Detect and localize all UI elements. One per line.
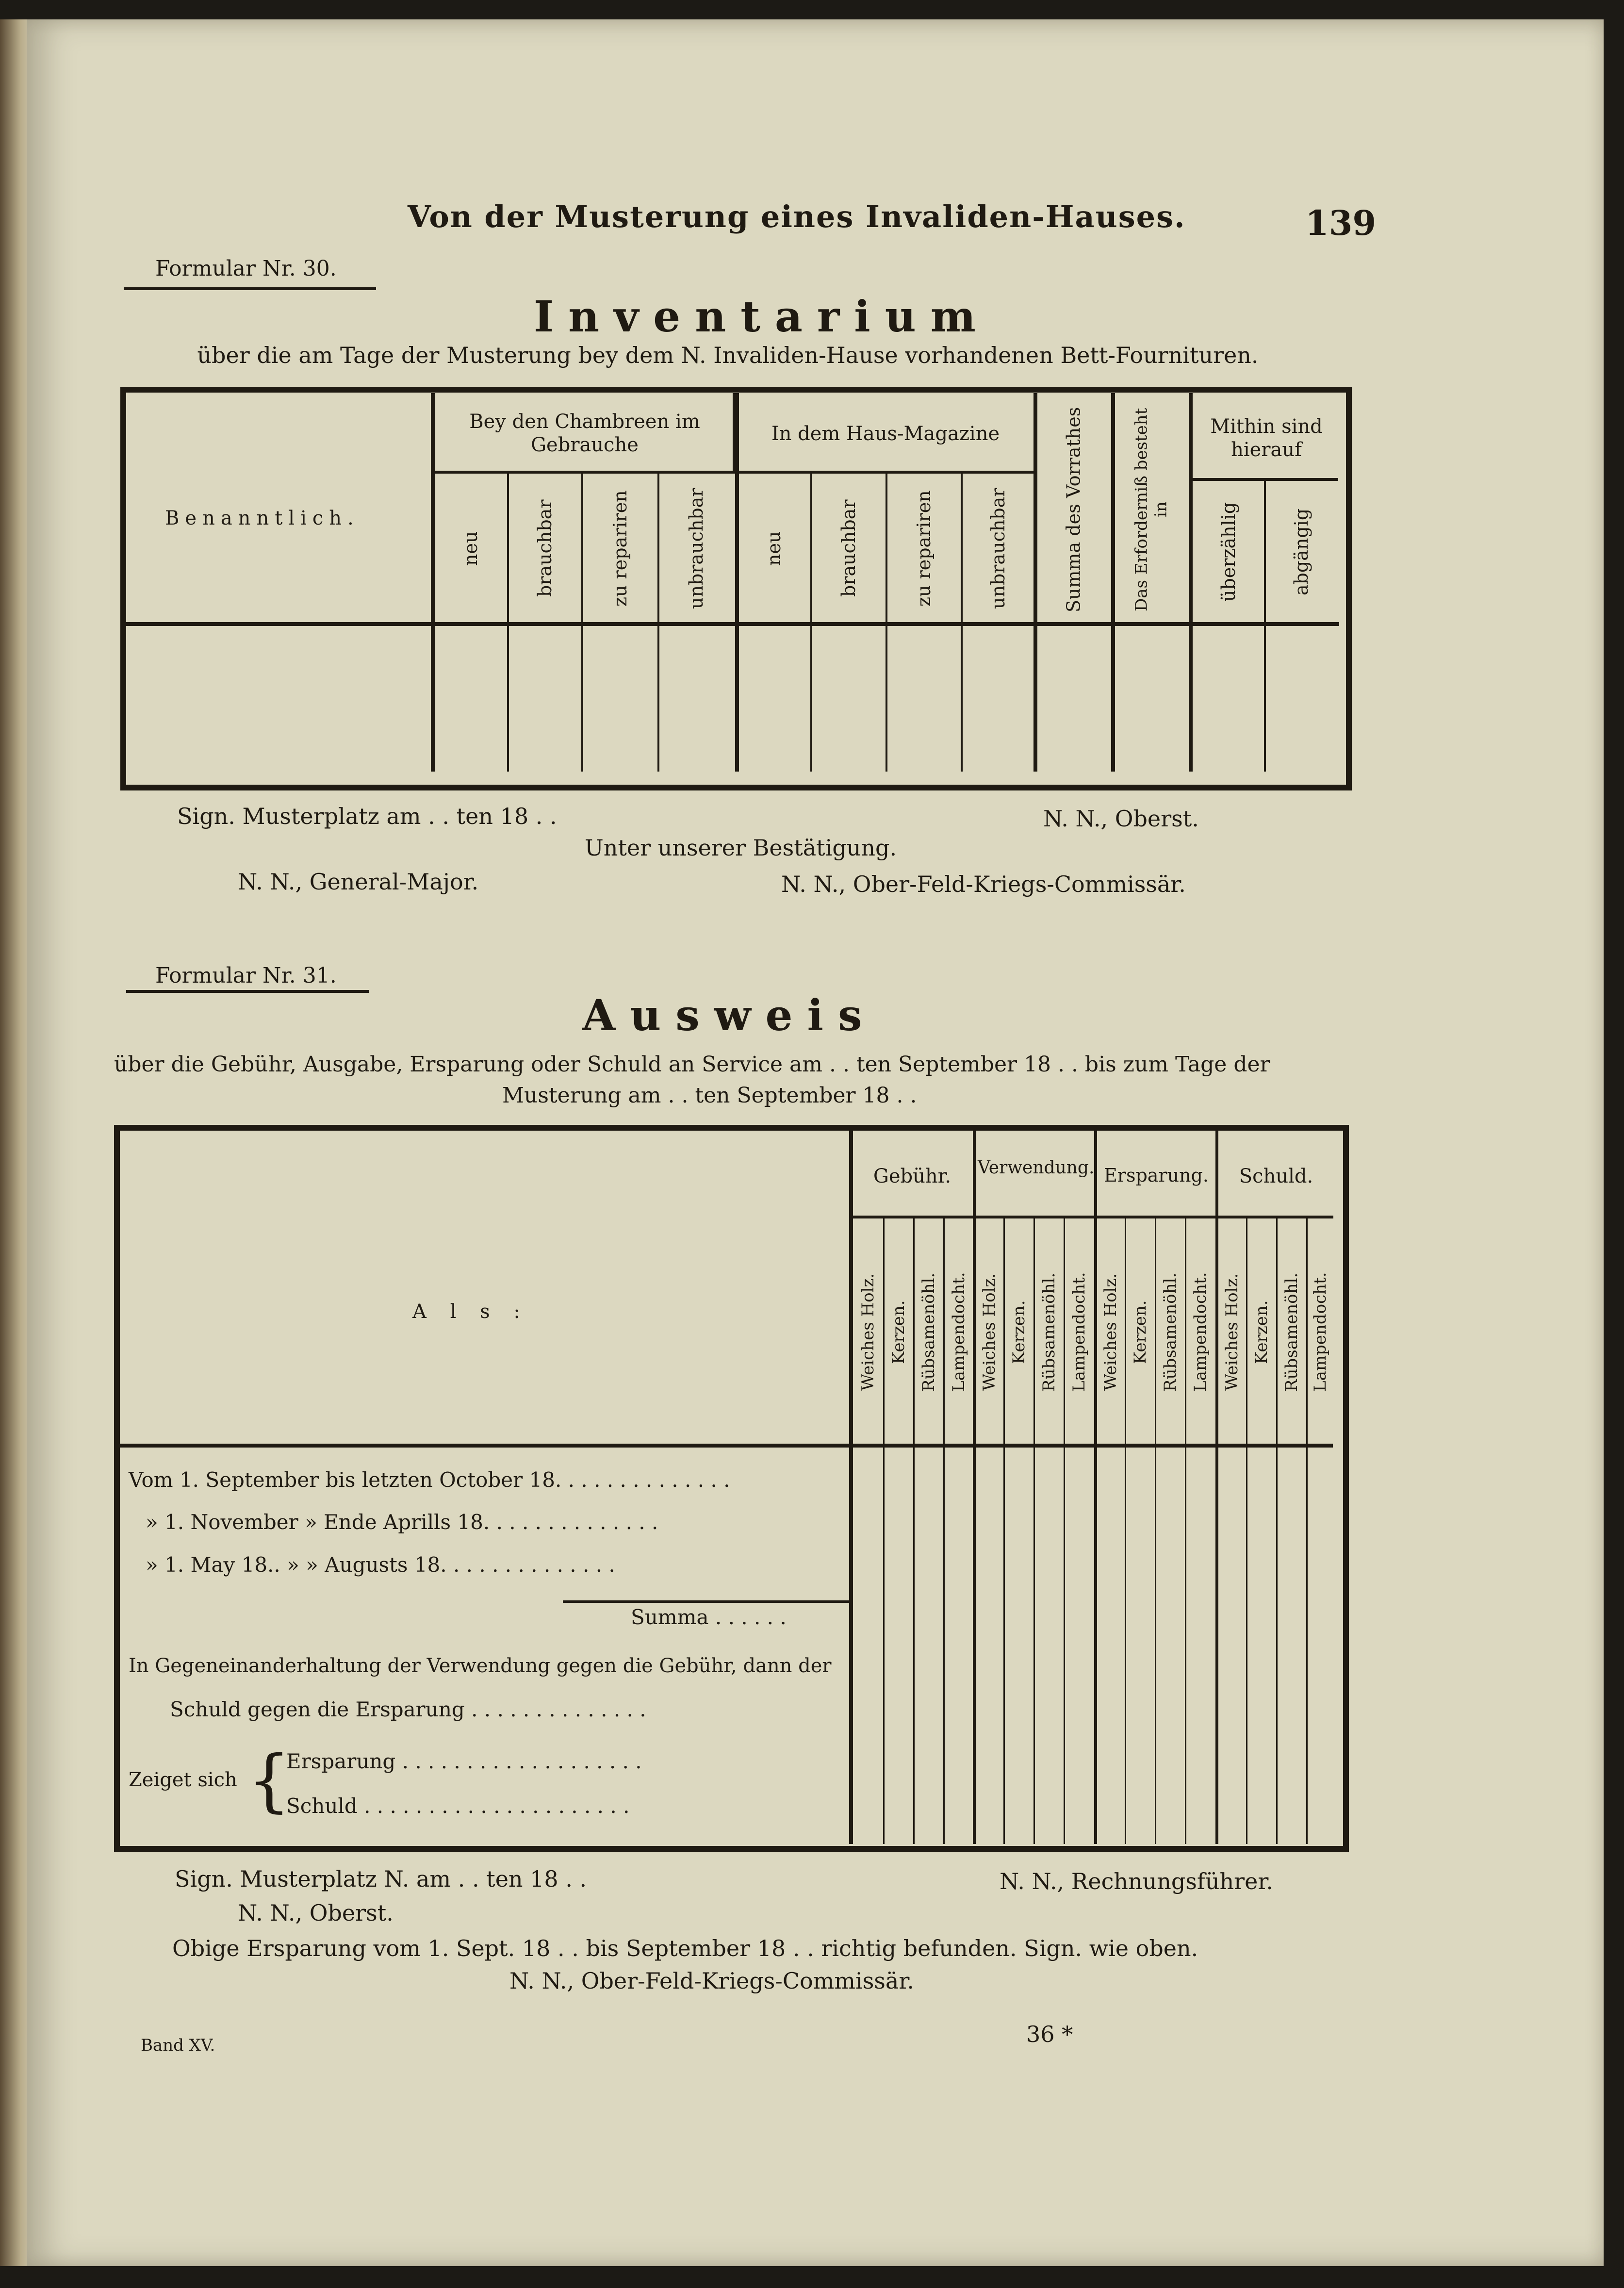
form31-gegen-1: In Gegeneinanderhaltung der Verwendung gegen die Gebühr, dann der bbox=[129, 1655, 832, 1677]
form31-sub-holz-4: Weiches Holz. bbox=[1222, 1273, 1242, 1391]
form30-general: N. N., General-Major. bbox=[238, 869, 479, 895]
form31-group-vline bbox=[973, 1131, 976, 1844]
form30-oberst: N. N., Oberst. bbox=[1043, 806, 1199, 832]
form31-label-rule bbox=[126, 990, 369, 993]
form31-sub-vline bbox=[1125, 1218, 1126, 1844]
form30-title: Inventarium bbox=[534, 291, 990, 342]
form31-group-verwendung: Verwendung. bbox=[978, 1158, 1095, 1178]
form31-header-line bbox=[120, 1444, 1333, 1448]
form30-group-mithin: Mithin sind hierauf bbox=[1210, 415, 1323, 461]
form30-sub-repariren-2: zu repariren bbox=[913, 490, 935, 607]
form31-sub-vline bbox=[1033, 1218, 1035, 1844]
form30-vline bbox=[507, 473, 509, 772]
form30-subtitle: über die am Tage der Musterung bey dem N. Invaliden-Hause vorhandenen Bett-Fournituren. bbox=[197, 342, 1259, 368]
form30-sub-unbrauchbar-2: unbrauchbar bbox=[987, 488, 1009, 609]
form30-vline bbox=[961, 473, 963, 772]
form31-group-gebuehr: Gebühr. bbox=[873, 1165, 951, 1187]
form30-label: Formular Nr. 30. bbox=[155, 256, 337, 281]
form31-sub-holz-2: Weiches Holz. bbox=[980, 1273, 999, 1391]
form31-sub-kerzen-3: Kerzen. bbox=[1131, 1300, 1150, 1364]
form31-sub-vline bbox=[1306, 1218, 1308, 1844]
form31-sub-vline bbox=[1064, 1218, 1065, 1844]
form31-group-line bbox=[853, 1216, 1333, 1218]
form31-sub-vline bbox=[943, 1218, 945, 1844]
form31-sub-vline bbox=[1003, 1218, 1005, 1844]
form30-mithin-abgaengig: abgängig bbox=[1291, 508, 1312, 596]
form31-title: Ausweis bbox=[582, 990, 877, 1040]
form31-sub-kerzen-1: Kerzen. bbox=[889, 1300, 908, 1364]
form31-sub-oehl-1: Rübsamenöhl. bbox=[919, 1272, 938, 1392]
form30-sub-neu-1: neu bbox=[460, 531, 481, 566]
form31-label: Formular Nr. 31. bbox=[155, 963, 337, 988]
form31-sub-oehl-3: Rübsamenöhl. bbox=[1161, 1272, 1180, 1392]
form30-col-summa: Summa des Vorrathes bbox=[1063, 407, 1084, 612]
form31-subtitle-1: über die Gebühr, Ausgabe, Ersparung oder Schuld an Service am . . ten September 18 . . bis zum Tage der bbox=[114, 1052, 1270, 1077]
running-title: Von der Musterung eines Invaliden-Hauses. bbox=[408, 199, 1186, 234]
signature-mark: 36 * bbox=[1026, 2021, 1073, 2047]
form30-group-chambreen: Bey den Chambreen im Gebrauche bbox=[469, 411, 700, 456]
form30-header-line bbox=[126, 622, 1339, 626]
form31-summa-line bbox=[563, 1600, 849, 1603]
form30-col-benanntlich: Benanntlich. bbox=[165, 507, 360, 529]
form31-gegen-2: Schuld gegen die Ersparung . . . . . . . . . . . . . . bbox=[170, 1697, 646, 1721]
form31-sub-holz-1: Weiches Holz. bbox=[858, 1273, 878, 1391]
form30-commissaer: N. N., Ober-Feld-Kriegs-Commissär. bbox=[781, 871, 1186, 897]
form30-col-erfordernis: Das Erforderniß besteht in bbox=[1132, 408, 1171, 611]
form31-sub-docht-1: Lampendocht. bbox=[949, 1272, 968, 1392]
form30-vline bbox=[581, 473, 583, 772]
brace-icon: { bbox=[247, 1741, 291, 1820]
form31-rechnungsfuehrer: N. N., Rechnungsführer. bbox=[1000, 1868, 1273, 1894]
form30-vline bbox=[1264, 480, 1266, 772]
form30-sign-line: Sign. Musterplatz am . . ten 18 . . bbox=[177, 803, 557, 829]
form31-group-vline bbox=[1094, 1131, 1097, 1844]
form31-group-vline bbox=[1215, 1131, 1218, 1844]
form30-vline bbox=[431, 393, 435, 772]
form31-ersparung-row: Ersparung . . . . . . . . . . . . . . . . . . . bbox=[286, 1749, 642, 1773]
form30-label-rule bbox=[124, 287, 376, 290]
form31-row-1: Vom 1. September bis letzten October 18. . . . . . . . . . . . . . bbox=[129, 1468, 730, 1492]
form31-sub-vline bbox=[1185, 1218, 1186, 1844]
form30-sub-neu-2: neu bbox=[763, 531, 785, 566]
form31-commissaer: N. N., Ober-Feld-Kriegs-Commissär. bbox=[509, 1968, 914, 1994]
page-number: 139 bbox=[1305, 203, 1377, 243]
form31-obige: Obige Ersparung vom 1. Sept. 18 . . bis September 18 . . richtig befunden. Sign. wie oben. bbox=[172, 1935, 1198, 1961]
band-label: Band XV. bbox=[141, 2036, 215, 2055]
form30-vline bbox=[886, 473, 887, 772]
form31-group-ersparung: Ersparung. bbox=[1104, 1165, 1209, 1186]
form31-row-3: » 1. May 18.. » » Augusts 18. . . . . . . . . . . . . . bbox=[146, 1553, 615, 1577]
form30-group-line bbox=[1193, 478, 1338, 481]
form30-mithin-ueberzaehlig: überzählig bbox=[1218, 502, 1239, 602]
form30-sub-repariren-1: zu repariren bbox=[609, 490, 631, 607]
form31-main-vline bbox=[849, 1131, 853, 1844]
form30-sub-brauchbar-1: brauchbar bbox=[534, 499, 556, 597]
form31-sub-vline bbox=[1246, 1218, 1247, 1844]
form31-summa: Summa . . . . . . bbox=[631, 1605, 787, 1629]
form30-group-line bbox=[733, 393, 737, 473]
form30-vline bbox=[810, 473, 812, 772]
form30-vline bbox=[657, 473, 659, 772]
form30-sub-brauchbar-2: brauchbar bbox=[838, 499, 859, 597]
form31-sub-oehl-2: Rübsamenöhl. bbox=[1039, 1272, 1059, 1392]
form31-sub-kerzen-2: Kerzen. bbox=[1009, 1300, 1029, 1364]
form30-vline bbox=[1111, 393, 1115, 772]
form31-subtitle-2: Musterung am . . ten September 18 . . bbox=[502, 1083, 917, 1108]
form31-sub-vline bbox=[883, 1218, 885, 1844]
form31-sub-docht-2: Lampendocht. bbox=[1069, 1272, 1089, 1392]
form31-col-als: A l s : bbox=[412, 1300, 529, 1323]
form31-sign-line: Sign. Musterplatz N. am . . ten 18 . . bbox=[175, 1866, 587, 1892]
form31-sub-vline bbox=[1155, 1218, 1156, 1844]
form30-bestaetigung: Unter unserer Bestätigung. bbox=[585, 835, 897, 861]
form31-sub-vline bbox=[1276, 1218, 1278, 1844]
form31-schuld-row: Schuld . . . . . . . . . . . . . . . . . . . . . bbox=[286, 1794, 630, 1818]
form30-vline bbox=[1189, 393, 1193, 772]
form30-sub-unbrauchbar-1: unbrauchbar bbox=[686, 488, 707, 609]
form31-oberst: N. N., Oberst. bbox=[238, 1900, 394, 1926]
form31-sub-kerzen-4: Kerzen. bbox=[1252, 1300, 1271, 1364]
form31-group-schuld: Schuld. bbox=[1239, 1165, 1313, 1187]
form31-sub-holz-3: Weiches Holz. bbox=[1101, 1273, 1120, 1391]
form30-vline bbox=[1033, 393, 1037, 772]
form31-sub-docht-3: Lampendocht. bbox=[1191, 1272, 1210, 1392]
form30-group-magazin: In dem Haus-Magazine bbox=[771, 423, 1000, 445]
form31-sub-vline bbox=[913, 1218, 915, 1844]
form31-sub-docht-4: Lampendocht. bbox=[1311, 1272, 1330, 1392]
form31-sub-oehl-4: Rübsamenöhl. bbox=[1282, 1272, 1301, 1392]
form31-row-2: » 1. November » Ende Aprills 18. . . . . . . . . . . . . . bbox=[146, 1510, 658, 1534]
form31-zeiget: Zeiget sich bbox=[129, 1769, 237, 1791]
